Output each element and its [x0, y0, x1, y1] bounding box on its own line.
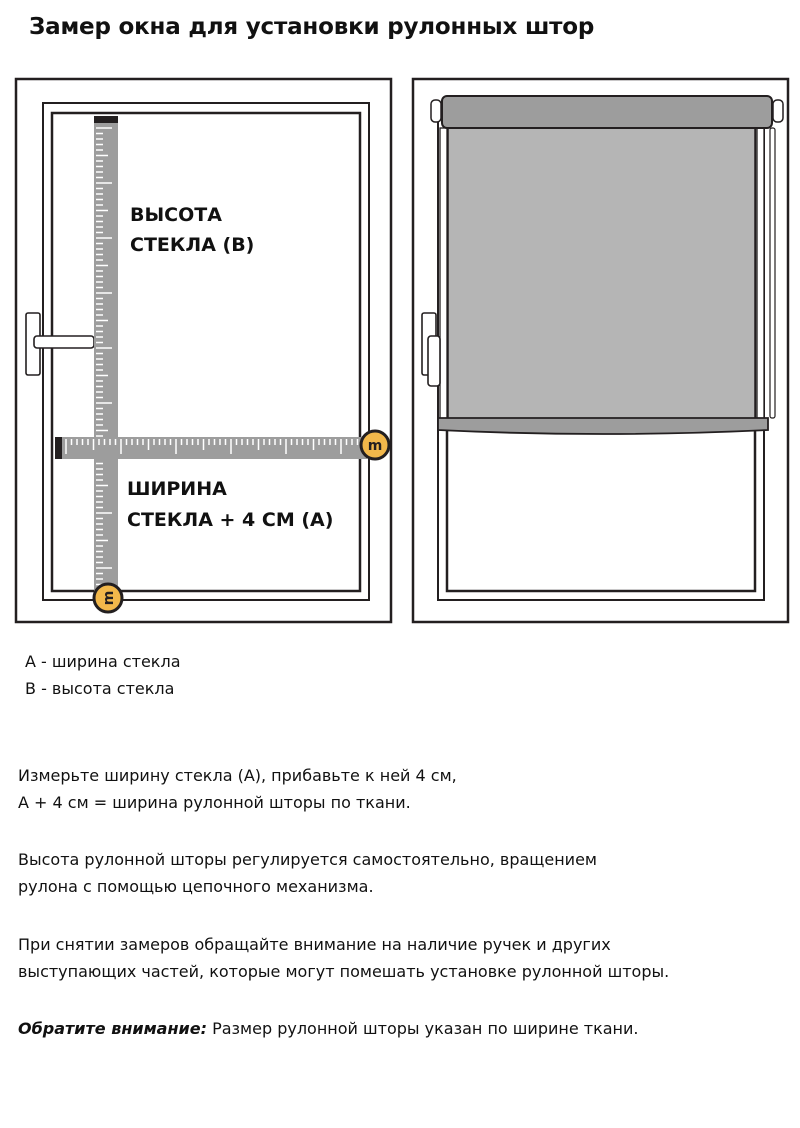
width-label-line2: СТЕКЛА + 4 СМ (А)	[127, 509, 334, 531]
instruction-paragraph-handles	[18, 931, 669, 985]
tape-measure-badge-bottom	[94, 584, 122, 612]
note-text: Размер рулонной шторы указан по ширине ткани.	[206, 1019, 639, 1038]
p2-line2: рулона с помощью цепочного механизма.	[18, 877, 374, 896]
blind-guide-left	[440, 128, 447, 424]
p2-line1: Высота рулонной шторы регулируется самостоятельно, вращением	[18, 850, 597, 869]
p1-line2: А + 4 см = ширина рулонной шторы по ткани.	[18, 793, 411, 812]
instruction-paragraph-width	[18, 762, 457, 816]
window-measure-diagram	[0, 60, 800, 630]
cassette-bracket-left	[431, 100, 441, 122]
horizontal-tape	[55, 437, 367, 459]
instruction-paragraph-height	[18, 846, 597, 900]
blind-chain	[770, 128, 775, 418]
page-title: Замер окна для установки рулонных штор	[29, 14, 595, 40]
blind-cassette	[442, 96, 772, 128]
vertical-tape	[94, 116, 118, 596]
cassette-bracket-right	[773, 100, 783, 122]
left-window	[16, 79, 391, 622]
vertical-tape-end	[94, 116, 118, 123]
right-window-handle-lever	[428, 336, 440, 386]
tape-badge-bottom-label: m	[101, 590, 117, 606]
roller-blind-fabric	[448, 128, 755, 424]
blind-bottom-bar	[438, 418, 768, 434]
p1-line1: Измерьте ширину стекла (А), прибавьте к ней 4 см,	[18, 766, 457, 785]
blind-guide-right	[757, 128, 764, 424]
right-window	[413, 79, 788, 622]
height-label-line1: ВЫСОТА	[130, 204, 222, 226]
p3-line2: выступающих частей, которые могут помешать установке рулонной шторы.	[18, 962, 670, 981]
height-label-line2: СТЕКЛА (В)	[130, 234, 255, 256]
legend-b: В - высота стекла	[25, 679, 175, 698]
legend-a: А - ширина стекла	[25, 652, 181, 671]
tape-measure-badge-right	[361, 431, 389, 459]
p3-line1: При снятии замеров обращайте внимание на наличие ручек и других	[18, 935, 611, 954]
tape-badge-right-label: m	[367, 438, 383, 454]
horizontal-tape-end	[55, 437, 62, 459]
legend	[25, 648, 181, 702]
note-lead: Обратите внимание:	[18, 1019, 207, 1038]
horizontal-tape-body	[55, 437, 367, 459]
note-paragraph	[18, 1015, 639, 1042]
width-label-line1: ШИРИНА	[127, 478, 227, 500]
window-handle-lever	[34, 336, 94, 348]
